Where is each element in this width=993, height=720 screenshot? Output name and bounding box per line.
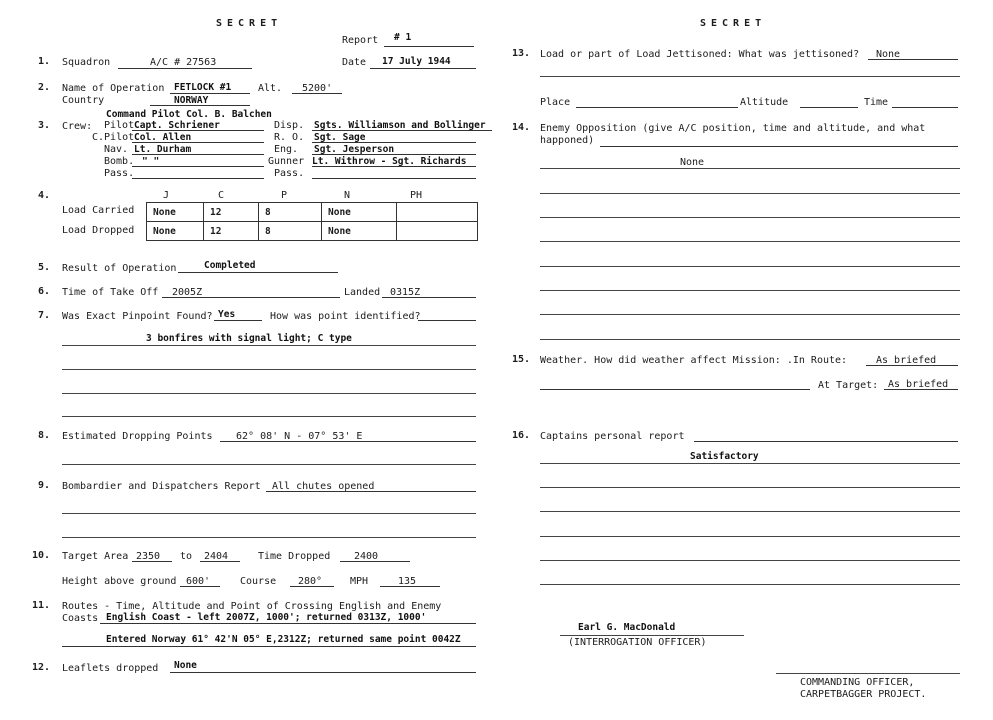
field-2-number: 2.	[38, 82, 51, 93]
load-header-ph: PH	[410, 190, 423, 201]
course-line	[290, 586, 334, 587]
blank-line	[62, 513, 476, 514]
pass-line	[132, 178, 264, 179]
dropped-c: 12	[204, 222, 259, 241]
field-12-number: 12.	[32, 662, 51, 673]
field-16-number: 16.	[512, 430, 531, 441]
mph-label: MPH	[350, 576, 369, 587]
field-9-number: 9.	[38, 480, 51, 491]
field-7-number: 7.	[38, 310, 51, 321]
disp-label: Disp.	[274, 120, 305, 131]
field-4-number: 4.	[38, 190, 51, 201]
copilot-label: C.Pilot	[92, 132, 135, 143]
landed-label: Landed	[344, 287, 381, 298]
pass-label: Pass.	[104, 168, 135, 179]
mph-value: 135	[398, 576, 417, 587]
alt-label: Alt.	[258, 83, 283, 94]
secret-header-right: SECRET	[700, 18, 767, 29]
weather-blank-line	[540, 389, 810, 390]
date-line	[370, 68, 476, 69]
date-value: 17 July 1944	[382, 56, 451, 67]
report-line	[384, 46, 474, 47]
altitude-line	[800, 107, 858, 108]
weather-target-value: As briefed	[888, 379, 949, 390]
how-identified-line	[418, 320, 476, 321]
height-line	[180, 586, 220, 587]
secret-header-left: SECRET	[216, 18, 283, 29]
target-to-label: to	[180, 551, 193, 562]
dropping-points-value: 62° 08' N - 07° 53' E	[236, 431, 363, 442]
blank-line	[540, 584, 960, 585]
routes-label-2: Coasts	[62, 613, 99, 624]
blank-line	[540, 487, 960, 488]
ro-label: R. O.	[274, 132, 305, 143]
report-number: # 1	[394, 32, 412, 43]
field-15-number: 15.	[512, 354, 531, 365]
result-label: Result of Operation	[62, 263, 177, 274]
blank-line	[540, 511, 960, 512]
height-value: 600'	[186, 576, 211, 587]
enemy-opposition-label-2: happoned)	[540, 135, 595, 146]
routes-line-1: English Coast - left 2007Z, 1000'; returned 0313Z, 1000'	[106, 612, 427, 623]
blank-line	[540, 266, 960, 267]
ro-value: Sgt. Sage	[314, 132, 366, 143]
target-area-label: Target Area	[62, 551, 129, 562]
load-header-c: C	[218, 190, 225, 201]
how-identified-value: 3 bonfires with signal light; C type	[146, 333, 352, 344]
time-line	[892, 107, 958, 108]
jettison-line	[868, 59, 958, 60]
blank-line	[62, 393, 476, 394]
nav-value: Lt. Durham	[134, 144, 192, 155]
alt-line	[292, 93, 342, 94]
field-5-number: 5.	[38, 262, 51, 273]
bombardier-line	[266, 491, 476, 492]
carried-c: 12	[204, 203, 259, 222]
operation-label: Name of Operation	[62, 83, 165, 94]
time-label: Time	[864, 97, 889, 108]
pinpoint-line	[214, 320, 262, 321]
copilot-value: Col. Allen	[134, 132, 192, 143]
bomb-line	[132, 166, 264, 167]
jettison-label: Load or part of Load Jettisoned: What was jettisoned?	[540, 49, 860, 60]
operation-value: FETLOCK #1	[174, 82, 232, 93]
squadron-label: Squadron	[62, 57, 111, 68]
country-label: Country	[62, 95, 105, 106]
height-label: Height above ground	[62, 576, 177, 587]
eng-line	[312, 154, 476, 155]
load-header-j: J	[163, 190, 170, 201]
enemy-opposition-label-1: Enemy Opposition (give A/C position, time and altitude, and what	[540, 123, 926, 134]
enemy-opposition-value: None	[680, 157, 705, 168]
alt-value: 5200'	[302, 83, 333, 94]
field-14-number: 14.	[512, 122, 531, 133]
table-row	[147, 222, 478, 241]
weather-route-value: As briefed	[876, 355, 937, 366]
target-from-line	[132, 561, 172, 562]
blank-line	[540, 76, 960, 77]
blank-line	[62, 345, 476, 346]
field-3-number: 3.	[38, 120, 51, 131]
carried-n: None	[322, 203, 397, 222]
pass2-label: Pass.	[274, 168, 305, 179]
interrogation-officer-name: Earl G. MacDonald	[578, 622, 676, 633]
routes-label-1: Routes - Time, Altitude and Point of Crossing English and Enemy	[62, 601, 442, 612]
report-label: Report	[342, 35, 379, 46]
target-to-line	[200, 561, 240, 562]
bombardier-label: Bombardier and Dispatchers Report	[62, 481, 261, 492]
crew-label: Crew:	[62, 121, 93, 132]
dropped-p: 8	[259, 222, 322, 241]
table-row	[147, 203, 478, 222]
bomb-label: Bomb.	[104, 156, 135, 167]
country-value: NORWAY	[174, 95, 209, 106]
field-10-number: 10.	[32, 550, 51, 561]
pilot-line	[132, 130, 264, 131]
place-line	[576, 107, 738, 108]
leaflets-value: None	[174, 660, 197, 671]
blank-line	[540, 536, 960, 537]
weather-target-label: At Target:	[818, 380, 879, 391]
course-label: Course	[240, 576, 277, 587]
load-dropped-label: Load Dropped	[62, 225, 135, 236]
routes-line-2: Entered Norway 61° 42'N 05° E,2312Z; returned same point 0042Z	[106, 634, 461, 645]
dropped-j: None	[147, 222, 204, 241]
copilot-line	[132, 142, 264, 143]
field-11-number: 11.	[32, 600, 51, 611]
load-carried-label: Load Carried	[62, 205, 135, 216]
gunner-value: Lt. Withrow - Sgt. Richards	[312, 156, 467, 167]
weather-route-line	[866, 365, 958, 366]
aircraft-number: A/C # 27563	[150, 57, 217, 68]
carried-p: 8	[259, 203, 322, 222]
eng-label: Eng.	[274, 144, 299, 155]
nav-label: Nav.	[104, 144, 129, 155]
load-header-n: N	[344, 190, 351, 201]
captains-report-value: Satisfactory	[690, 451, 759, 462]
captains-report-line	[694, 441, 958, 442]
blank-line	[62, 537, 476, 538]
interrogation-officer-title: (INTERROGATION OFFICER)	[568, 637, 707, 648]
result-line	[178, 272, 338, 273]
squadron-line	[118, 68, 252, 69]
blank-line	[62, 464, 476, 465]
place-label: Place	[540, 97, 571, 108]
eng-value: Sgt. Jesperson	[314, 144, 395, 155]
load-table	[146, 202, 478, 241]
target-area-to: 2404	[204, 551, 229, 562]
field-6-number: 6.	[38, 286, 51, 297]
time-dropped-value: 2400	[354, 551, 379, 562]
enemy-opposition-line	[600, 146, 958, 147]
jettison-value: None	[876, 49, 901, 60]
disp-line	[312, 130, 492, 131]
date-label: Date	[342, 57, 367, 68]
blank-line	[540, 217, 960, 218]
load-header-p: P	[281, 190, 288, 201]
landed-line	[382, 297, 476, 298]
signature-line	[560, 635, 744, 636]
blank-line	[540, 290, 960, 291]
disp-value: Sgts. Williamson and Bollinger	[314, 120, 486, 131]
blank-line	[540, 193, 960, 194]
carried-ph	[397, 203, 478, 222]
blank-line	[62, 369, 476, 370]
dropped-n: None	[322, 222, 397, 241]
command-pilot: Command Pilot Col. B. Balchen	[106, 109, 272, 120]
gunner-line	[312, 166, 476, 167]
leaflets-line	[170, 672, 476, 673]
target-area-from: 2350	[136, 551, 161, 562]
blank-line	[540, 463, 960, 464]
time-dropped-line	[340, 561, 410, 562]
blank-line	[540, 168, 960, 169]
pass2-line	[312, 178, 476, 179]
captains-report-label: Captains personal report	[540, 431, 685, 442]
weather-label: Weather. How did weather affect Mission: .In Route:	[540, 355, 848, 366]
how-identified-label: How was point identified?	[270, 311, 421, 322]
bombardier-value: All chutes opened	[272, 481, 375, 492]
takeoff-value: 2005Z	[172, 287, 203, 298]
blank-line	[540, 241, 960, 242]
bomb-value: " "	[142, 156, 160, 167]
carpetbagger-project: CARPETBAGGER PROJECT.	[800, 689, 927, 700]
pilot-value: Capt. Schriener	[134, 120, 220, 131]
mph-line	[380, 586, 440, 587]
pinpoint-label: Was Exact Pinpoint Found?	[62, 311, 213, 322]
pinpoint-value: Yes	[218, 309, 236, 320]
course-value: 280°	[298, 576, 323, 587]
blank-line	[540, 314, 960, 315]
ro-line	[312, 142, 476, 143]
routes-fill-2	[62, 646, 476, 647]
blank-line	[62, 416, 476, 417]
blank-line	[540, 560, 960, 561]
co-signature-line	[776, 673, 960, 674]
weather-target-line	[884, 389, 958, 390]
leaflets-label: Leaflets dropped	[62, 663, 159, 674]
field-13-number: 13.	[512, 48, 531, 59]
field-1-number: 1.	[38, 56, 51, 67]
country-line	[150, 105, 250, 106]
gunner-label: Gunner	[268, 156, 305, 167]
operation-line	[170, 93, 250, 94]
altitude-label: Altitude	[740, 97, 789, 108]
takeoff-line	[162, 297, 340, 298]
field-8-number: 8.	[38, 430, 51, 441]
pilot-label: Pilot	[104, 120, 135, 131]
commanding-officer-title: COMMANDING OFFICER,	[800, 677, 915, 688]
dropping-points-line	[220, 441, 476, 442]
carried-j: None	[147, 203, 204, 222]
routes-fill-1	[100, 623, 476, 624]
takeoff-label: Time of Take Off	[62, 287, 159, 298]
landed-value: 0315Z	[390, 287, 421, 298]
time-dropped-label: Time Dropped	[258, 551, 331, 562]
dropping-points-label: Estimated Dropping Points	[62, 431, 213, 442]
result-value: Completed	[204, 260, 256, 271]
nav-line	[132, 154, 264, 155]
blank-line	[540, 339, 960, 340]
dropped-ph	[397, 222, 478, 241]
